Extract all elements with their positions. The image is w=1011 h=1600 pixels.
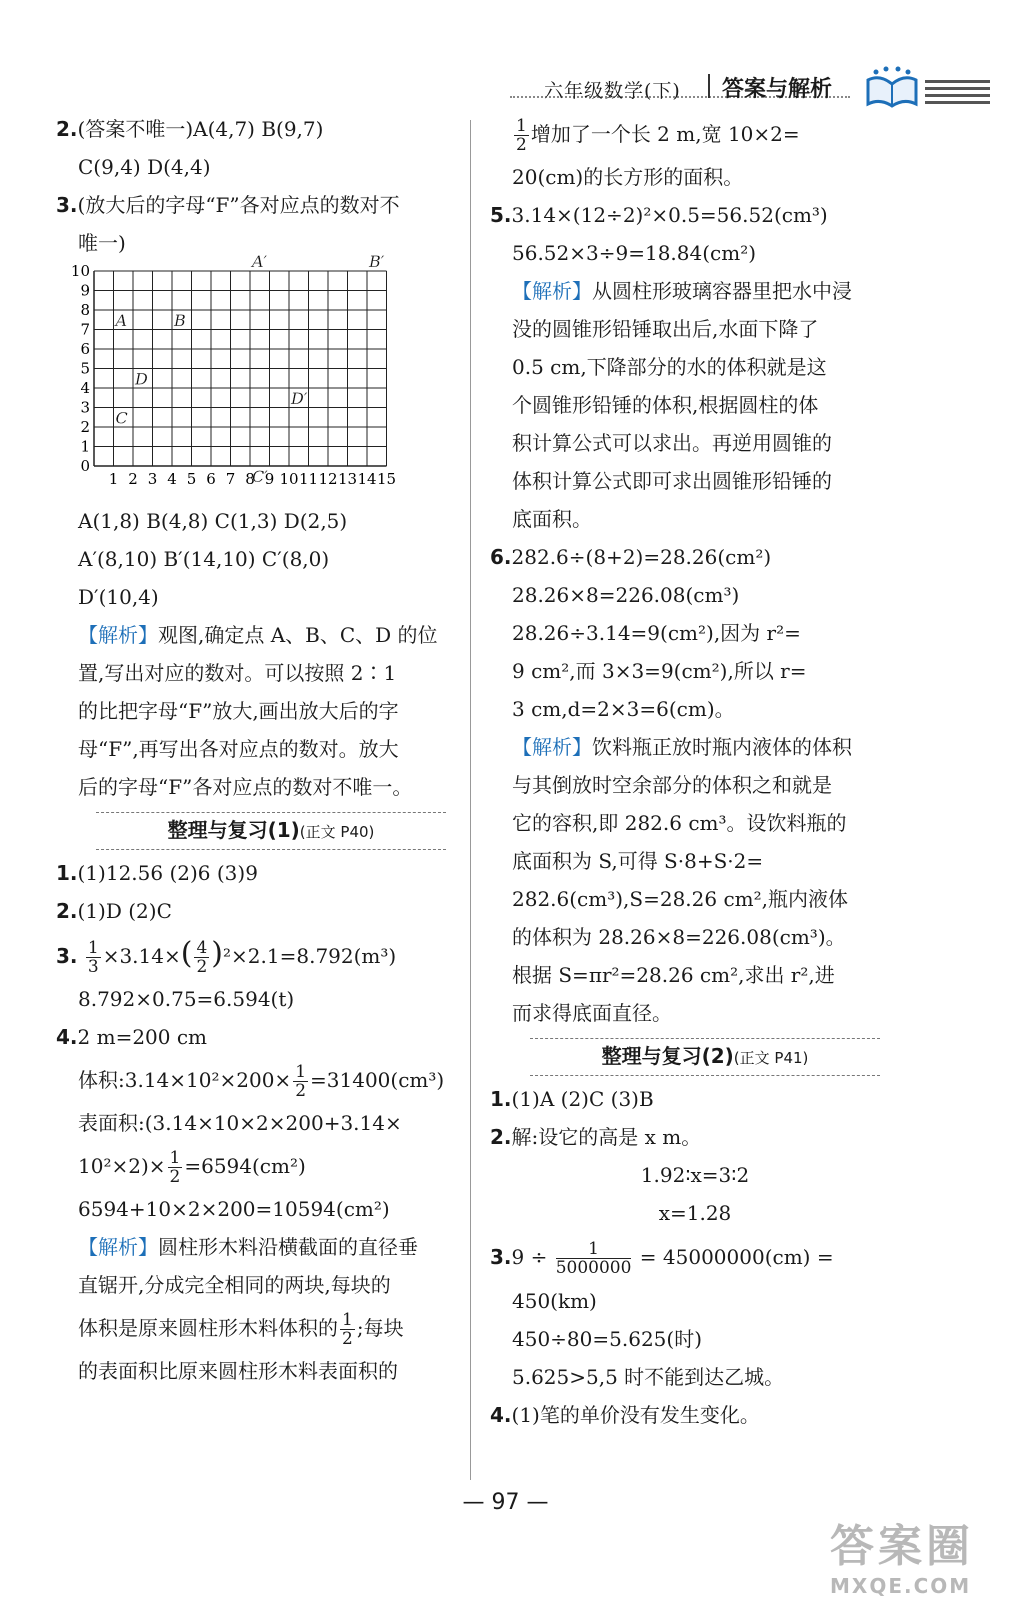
- fraction: $\frac{4}{2}$: [196, 938, 208, 977]
- header-stripes: [925, 80, 990, 108]
- y-tick-label: 1: [80, 437, 90, 456]
- volume-line: 体积:3.14×10²×200× $\frac{1}{2}$ =31400(cm³): [78, 1062, 445, 1101]
- review2-answer-2: 2.解:设它的高是 x m。: [490, 1125, 702, 1149]
- x-tick-label: 5: [186, 470, 197, 488]
- grid-point-label: B′: [369, 252, 385, 271]
- review2-answer-3-line2: 450(km): [512, 1289, 597, 1313]
- explanation-6-line8: 而求得底面直径。: [512, 1001, 672, 1025]
- review1-answer-1: 1.(1)12.56 (2)6 (3)9: [56, 861, 258, 885]
- review2-answer-2-line3: x=1.28: [658, 1201, 732, 1225]
- grid-point-label: D: [135, 369, 148, 389]
- x-tick-label: 12: [318, 470, 338, 488]
- y-tick-label: 3: [80, 398, 90, 417]
- review2-answer-2-line2: 1.92∶x=3∶2: [640, 1163, 750, 1187]
- x-tick-label: 3: [147, 470, 158, 488]
- explanation-tag: 【解析】: [512, 735, 592, 759]
- answer-3-line2: 唯一): [78, 231, 126, 255]
- fraction: $\frac{1}{2}$: [169, 1148, 181, 1187]
- x-tick-label: 7: [225, 470, 236, 488]
- explanation-tag: 【解析】: [78, 623, 158, 647]
- y-tick-label: 9: [80, 281, 90, 300]
- grid-point-label: A: [115, 311, 128, 330]
- section-heading-review-1: 整理与复习(1)(正文 P40): [96, 812, 446, 850]
- review2-answer-3-line4: 5.625>5,5 时不能到达乙城。: [512, 1365, 785, 1389]
- grid-point-label: C: [115, 408, 128, 428]
- explanation-6-line5: 282.6(cm³),S=28.26 cm²,瓶内液体: [512, 887, 849, 911]
- coords-line-2: A′(8,10) B′(14,10) C′(8,0): [78, 547, 330, 571]
- answer-5-line2: 56.52×3÷9=18.84(cm²): [512, 241, 757, 265]
- y-tick-label: 10: [70, 262, 90, 280]
- header-separator: [708, 74, 710, 98]
- header-book-title: 六年级数学(下): [544, 80, 681, 102]
- answer-6-line4: 9 cm²,而 3×3=9(cm²),所以 r=: [512, 659, 807, 683]
- page-number: — 97 —: [462, 1490, 549, 1515]
- x-tick-label: 15: [376, 470, 397, 488]
- x-tick-label: 6: [206, 470, 216, 488]
- x-tick-label: 1: [108, 470, 119, 488]
- answer-2: 2.(答案不唯一)A(4,7) B(9,7): [56, 117, 324, 141]
- watermark-text: 答案圈: [830, 1521, 974, 1572]
- coordinate-grid: [56, 252, 456, 496]
- fraction: $\frac{1}{3}$: [87, 938, 99, 977]
- grid-point-label: A′: [252, 252, 268, 271]
- surface-line-2: 10²×2)× $\frac{1}{2}$ =6594(cm²): [78, 1148, 306, 1187]
- continued-line-2: 20(cm)的长方形的面积。: [512, 165, 744, 189]
- explanation-5-line6: 体积计算公式即可求出圆锥形铅锤的: [512, 469, 832, 493]
- right-column: [490, 110, 900, 1434]
- explanation-3-line3: 的比把字母“F”放大,画出放大后的字: [78, 699, 399, 723]
- fraction: $\frac{1}{2}$: [295, 1062, 307, 1101]
- explanation-6-line7: 根据 S=πr²=28.26 cm²,求出 r²,进: [512, 963, 835, 987]
- explanation-4-line1: 【解析】圆柱形木料沿横截面的直径垂: [78, 1235, 418, 1259]
- answer-6: 6.282.6÷(8+2)=28.26(cm²): [490, 545, 772, 569]
- explanation-6-line1: 【解析】饮料瓶正放时瓶内液体的体积: [512, 735, 852, 759]
- left-column: [56, 110, 461, 1390]
- continued-line-1: $\frac{1}{2}$ 增加了一个长 2 m,宽 10×2=: [516, 116, 800, 155]
- answer-6-line2: 28.26×8=226.08(cm³): [512, 583, 740, 607]
- explanation-6-line3: 它的容积,即 282.6 cm³。设饮料瓶的: [512, 811, 847, 835]
- explanation-6-line4: 底面积为 S,可得 S·8+S·2=: [512, 849, 764, 873]
- y-tick-label: 8: [80, 301, 90, 319]
- y-tick-label: 5: [80, 359, 90, 378]
- grid-point-label: D′: [291, 389, 308, 408]
- fraction: $\frac{1}{2}$: [516, 116, 527, 155]
- column-divider: [470, 120, 471, 1480]
- review1-answer-3: 3. $\frac{1}{3}$ ×3.14×( $\frac{4}{2}$ )²×2.1=8.792(m³): [56, 936, 397, 977]
- x-tick-label: 8: [245, 470, 255, 488]
- explanation-6-line2: 与其倒放时空余部分的体积之和就是: [512, 773, 832, 797]
- review2-answer-1: 1.(1)A (2)C (3)B: [490, 1087, 654, 1111]
- watermark-url: MXQE.COM: [830, 1574, 972, 1598]
- section-heading-review-2: 整理与复习(2)(正文 P41): [530, 1038, 880, 1076]
- y-tick-label: 6: [80, 340, 90, 358]
- x-tick-label: 13: [337, 470, 358, 488]
- explanation-5-line2: 没的圆锥形铅锤取出后,水面下降了: [512, 317, 819, 341]
- answer-6-line5: 3 cm,d=2×3=6(cm)。: [512, 697, 735, 721]
- review2-answer-3: 3.9 ÷ $\frac{1}{5000000}$ = 45000000(cm) =: [490, 1239, 834, 1278]
- explanation-5-line7: 底面积。: [512, 507, 592, 531]
- review1-answer-3-line2: 8.792×0.75=6.594(t): [78, 987, 295, 1011]
- explanation-5-line1: 【解析】从圆柱形玻璃容器里把水中浸: [512, 279, 852, 303]
- x-tick-label: 10: [279, 470, 299, 488]
- grid-point-label: B: [174, 311, 186, 330]
- answer-3: 3.(放大后的字母“F”各对应点的数对不: [56, 193, 400, 217]
- open-book-icon: [862, 66, 922, 110]
- y-tick-label: 2: [80, 418, 90, 436]
- grid-point-label: C′: [252, 467, 268, 486]
- explanation-3-line2: 置,写出对应的数对。可以按照 2∶1: [78, 661, 397, 685]
- explanation-5-line5: 积计算公式可以求出。再逆用圆锥的: [512, 431, 832, 455]
- x-tick-label: 9: [264, 470, 275, 488]
- y-tick-label: 0: [80, 457, 90, 475]
- y-tick-label: 4: [80, 379, 90, 397]
- review2-answer-3-line3: 450÷80=5.625(时): [512, 1327, 702, 1351]
- x-tick-label: 4: [167, 470, 177, 488]
- coordinate-grid-svg: [56, 252, 456, 496]
- review1-answer-4: 4.2 m=200 cm: [56, 1025, 208, 1049]
- x-tick-label: 14: [357, 470, 377, 488]
- explanation-tag: 【解析】: [78, 1235, 158, 1259]
- coords-line-3: D′(10,4): [78, 585, 159, 609]
- page-header: [500, 66, 990, 114]
- explanation-6-line6: 的体积为 28.26×8=226.08(cm³)。: [512, 925, 846, 949]
- explanation-5-line4: 个圆锥形铅锤的体积,根据圆柱的体: [512, 393, 819, 417]
- surface-line-1: 表面积:(3.14×10×2×200+3.14×: [78, 1111, 402, 1135]
- explanation-tag: 【解析】: [512, 279, 592, 303]
- answer-5: 5.3.14×(12÷2)²×0.5=56.52(cm³): [490, 203, 828, 227]
- review2-answer-4: 4.(1)笔的单价没有发生变化。: [490, 1403, 760, 1427]
- answer-2-line2: C(9,4) D(4,4): [78, 155, 211, 179]
- explanation-3-line1: 【解析】观图,确定点 A、B、C、D 的位: [78, 623, 438, 647]
- x-tick-label: 11: [298, 470, 319, 488]
- explanation-3-line5: 后的字母“F”各对应点的数对不唯一。: [78, 775, 413, 799]
- total-line: 6594+10×2×200=10594(cm²): [78, 1197, 390, 1221]
- review1-answer-2: 2.(1)D (2)C: [56, 899, 172, 923]
- fraction: $\frac{1}{5000000}$: [555, 1239, 632, 1278]
- coords-line-1: A(1,8) B(4,8) C(1,3) D(2,5): [78, 509, 348, 533]
- x-tick-label: 2: [128, 470, 138, 488]
- explanation-5-line3: 0.5 cm,下降部分的水的体积就是这: [512, 355, 827, 379]
- y-tick-label: 7: [80, 320, 90, 339]
- watermark-logo: [830, 1510, 990, 1598]
- explanation-3-line4: 母“F”,再写出各对应点的数对。放大: [78, 737, 399, 761]
- explanation-4-line2: 直锯开,分成完全相同的两块,每块的: [78, 1273, 391, 1297]
- explanation-4-line4: 的表面积比原来圆柱形木料表面积的: [78, 1359, 398, 1383]
- explanation-4-line3: 体积是原来圆柱形木料体积的 $\frac{1}{2}$ ;每块: [78, 1310, 404, 1349]
- header-section-title: 答案与解析: [722, 77, 833, 102]
- answer-6-line3: 28.26÷3.14=9(cm²),因为 r²=: [512, 621, 801, 645]
- fraction: $\frac{1}{2}$: [342, 1310, 353, 1349]
